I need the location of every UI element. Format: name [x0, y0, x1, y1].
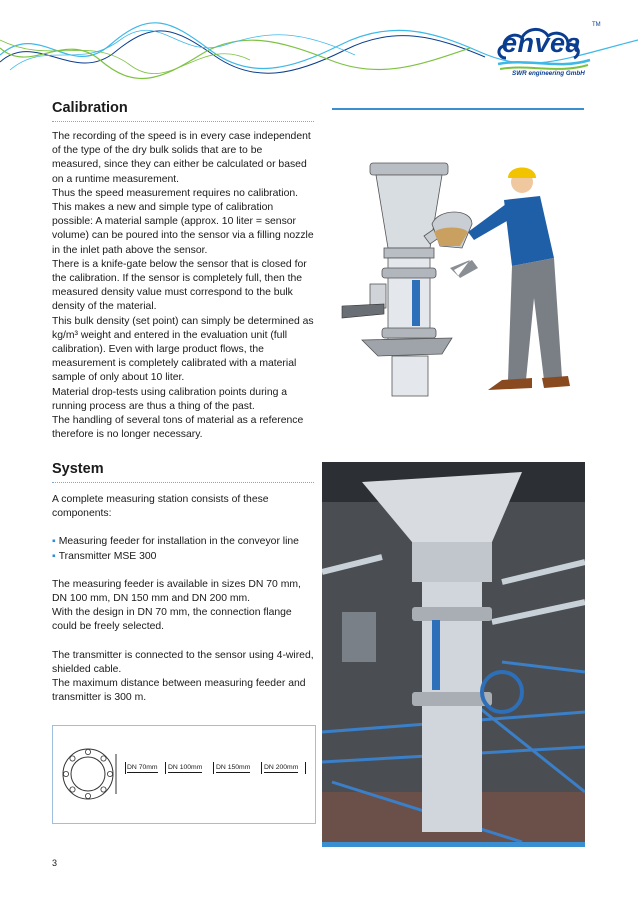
- size-tick: [305, 762, 306, 774]
- component-list-item: ▪ Measuring feeder for installation in the conveyor line: [52, 536, 299, 548]
- installation-photo: [322, 462, 585, 847]
- calibration-title-rule: [52, 121, 314, 122]
- system-paragraph: The maximum distance between measuring feeder and transmitter is 300 m.: [52, 678, 306, 704]
- system-intro: A complete measuring station consists of these components:: [52, 494, 269, 520]
- calibration-paragraph: There is a knife-gate below the sensor that is closed for the calibration. If the sensor is completely full, then the measured density value must correspond to the bulk density of the material.: [52, 258, 307, 313]
- calibration-paragraph: Thus the speed measurement requires no calibration.: [52, 187, 299, 199]
- system-paragraph: The measuring feeder is available in sizes DN 70 mm, DN 100 mm, DN 150 mm and DN 200 mm.: [52, 578, 301, 605]
- size-tick: [261, 762, 262, 774]
- logo-subtitle: SWR engineering GmbH: [512, 70, 585, 77]
- system-body: [52, 493, 314, 705]
- size-label-dn150: DN 150mm: [216, 764, 251, 771]
- size-label-dn200: DN 200mm: [264, 764, 299, 771]
- calibration-title: Calibration: [52, 100, 128, 116]
- system-paragraph: The transmitter is connected to the sensor using 4-wired, shielded cable.: [52, 649, 314, 675]
- system-paragraph: With the design in DN 70 mm, the connection flange could be freely selected.: [52, 607, 292, 633]
- trademark-symbol: TM: [592, 22, 601, 28]
- calibration-body: [52, 130, 314, 442]
- calibration-paragraph: This bulk density (set point) can simply be determined as kg/m³ weight and entered in the evaluation unit (full calibration). Even with large product flows, the measurement is completely calibrated with a material sample of only about 10 liter.: [52, 315, 314, 384]
- size-tick: [213, 762, 214, 774]
- size-label-dn70: DN 70mm: [127, 764, 158, 771]
- calibration-paragraph: Material drop-tests using calibration points during a running process are thus a thing of the past.: [52, 386, 288, 412]
- component-list-item: ▪ Transmitter MSE 300: [52, 550, 157, 562]
- envea-logo: [488, 18, 600, 88]
- system-title: System: [52, 461, 104, 477]
- size-tick: [125, 762, 126, 774]
- size-label-dn100: DN 100mm: [168, 764, 203, 771]
- flange-icon: [58, 744, 118, 804]
- flange-size-diagram: [52, 725, 316, 824]
- page-number: 3: [52, 858, 58, 868]
- calibration-paragraph: The recording of the speed is in every case independent of the type of the dry bulk solids that are to be measured, since they can either be calculated or based on a runtime measurement.: [52, 131, 311, 185]
- bullet-icon: ▪: [52, 536, 56, 548]
- calibration-illustration: [322, 108, 584, 448]
- calibration-paragraph: The handling of several tons of material as a reference therefore is no longer necessary.: [52, 415, 304, 441]
- system-title-rule: [52, 482, 314, 483]
- calibration-paragraph: This makes a new and simple type of calibration possible: A material sample (approx. 10 liter = sensor volume) can be poured into the sensor via a filling nozzle in the inlet path above the sensor.: [52, 202, 314, 256]
- logo-wordmark: envea: [502, 28, 582, 58]
- size-tick: [165, 762, 166, 774]
- bullet-icon: ▪: [52, 550, 56, 562]
